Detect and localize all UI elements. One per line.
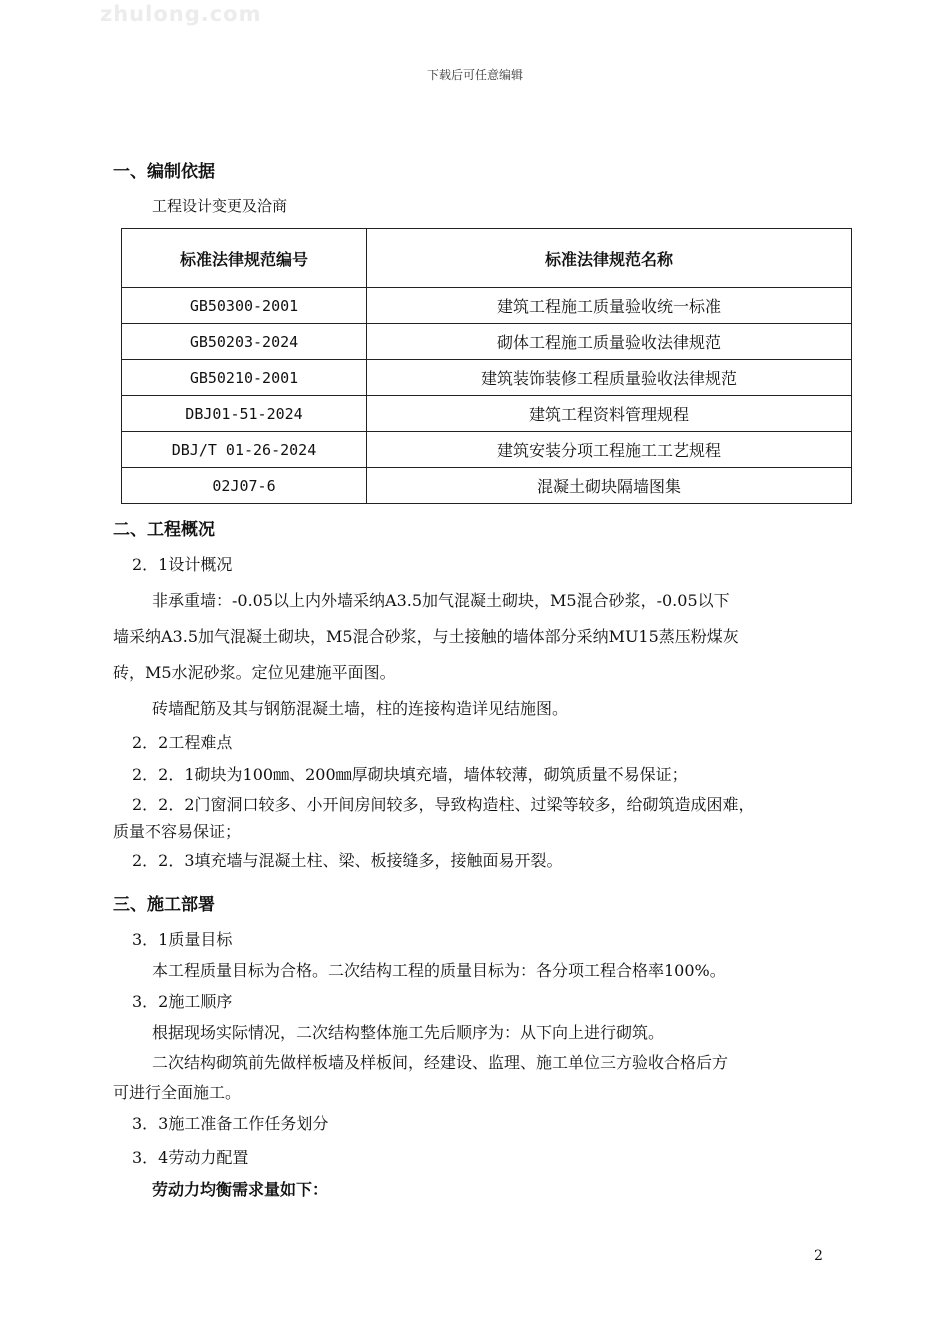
table-cell-name: 建筑工程施工质量验收统一标准 (367, 288, 852, 324)
section1-intro: 工程设计变更及洽商 (152, 197, 288, 215)
table-row (122, 288, 852, 324)
subsection-3-1: 3．1质量目标 (132, 930, 233, 949)
paragraph-line: 非承重墙：-0.05以上内外墙采纳A3.5加气混凝土砌块，M5混合砂浆，-0.05以下 (152, 591, 730, 610)
header-note: 下载后可任意编辑 (426, 68, 523, 82)
section3-heading: 三、施工部署 (113, 895, 215, 915)
subsection-3-2: 3．2施工顺序 (132, 992, 233, 1011)
table-cell-name: 建筑安装分项工程施工工艺规程 (367, 432, 852, 468)
section2-heading: 二、工程概况 (113, 520, 215, 540)
table-cell-code: GB50300-2001 (122, 288, 367, 324)
paragraph-line: 砖，M5水泥砂浆。定位见建施平面图。 (113, 663, 396, 682)
subsection-3-3: 3．3施工准备工作任务划分 (132, 1114, 329, 1133)
table-header-row (122, 229, 852, 288)
table-cell-name: 砌体工程施工质量验收法律规范 (367, 324, 852, 360)
watermark-logo: zhulong.com (100, 2, 262, 26)
table-header-code: 标准法律规范编号 (122, 229, 367, 288)
table-cell-code: GB50203-2024 (122, 324, 367, 360)
subsection-2-2: 2．2工程难点 (132, 733, 233, 752)
table-cell-name: 混凝土砌块隔墙图集 (367, 468, 852, 504)
paragraph-line: 二次结构砌筑前先做样板墙及样板间，经建设、监理、施工单位三方验收合格后方 (152, 1053, 729, 1072)
table-row (122, 396, 852, 432)
table-row (122, 360, 852, 396)
item-2-2-1: 2．2．1砌块为100㎜、200㎜厚砌块填充墙，墙体较薄，砌筑质量不易保证； (132, 765, 688, 784)
table-cell-code: 02J07-6 (122, 468, 367, 504)
table-row (122, 468, 852, 504)
paragraph-line: 本工程质量目标为合格。二次结构工程的质量目标为：各分项工程合格率100%。 (152, 961, 726, 980)
paragraph-line: 可进行全面施工。 (113, 1083, 242, 1102)
table-row (122, 432, 852, 468)
paragraph-line: 根据现场实际情况，二次结构整体施工先后顺序为：从下向上进行砌筑。 (152, 1023, 665, 1042)
page-number: 2 (814, 1248, 823, 1264)
table-row (122, 324, 852, 360)
item-2-2-3: 2．2．3填充墙与混凝土柱、梁、板接缝多，接触面易开裂。 (132, 851, 563, 870)
table-cell-code: DBJ/T 01-26-2024 (122, 432, 367, 468)
table-cell-code: GB50210-2001 (122, 360, 367, 396)
paragraph-line: 砖墙配筋及其与钢筋混凝土墙，柱的连接构造详见结施图。 (152, 699, 569, 718)
item-2-2-2: 2．2．2门窗洞口较多、小开间房间较多，导致构造柱、过梁等较多，给砌筑造成困难， (132, 795, 755, 814)
paragraph-line: 质量不容易保证； (113, 822, 242, 841)
table-cell-name: 建筑装饰装修工程质量验收法律规范 (367, 360, 852, 396)
subsection-2-1: 2．1设计概况 (132, 555, 233, 574)
table-cell-name: 建筑工程资料管理规程 (367, 396, 852, 432)
labor-requirement-label: 劳动力均衡需求量如下： (152, 1180, 329, 1199)
table-cell-code: DBJ01-51-2024 (122, 396, 367, 432)
paragraph-line: 墙采纳A3.5加气混凝土砌块，M5混合砂浆，与土接触的墙体部分采纳MU15蒸压粉煤灰 (113, 627, 739, 646)
table-header-name: 标准法律规范名称 (367, 229, 852, 288)
subsection-3-4: 3．4劳动力配置 (132, 1148, 249, 1167)
standards-table (121, 228, 852, 504)
section1-heading: 一、编制依据 (113, 162, 215, 182)
